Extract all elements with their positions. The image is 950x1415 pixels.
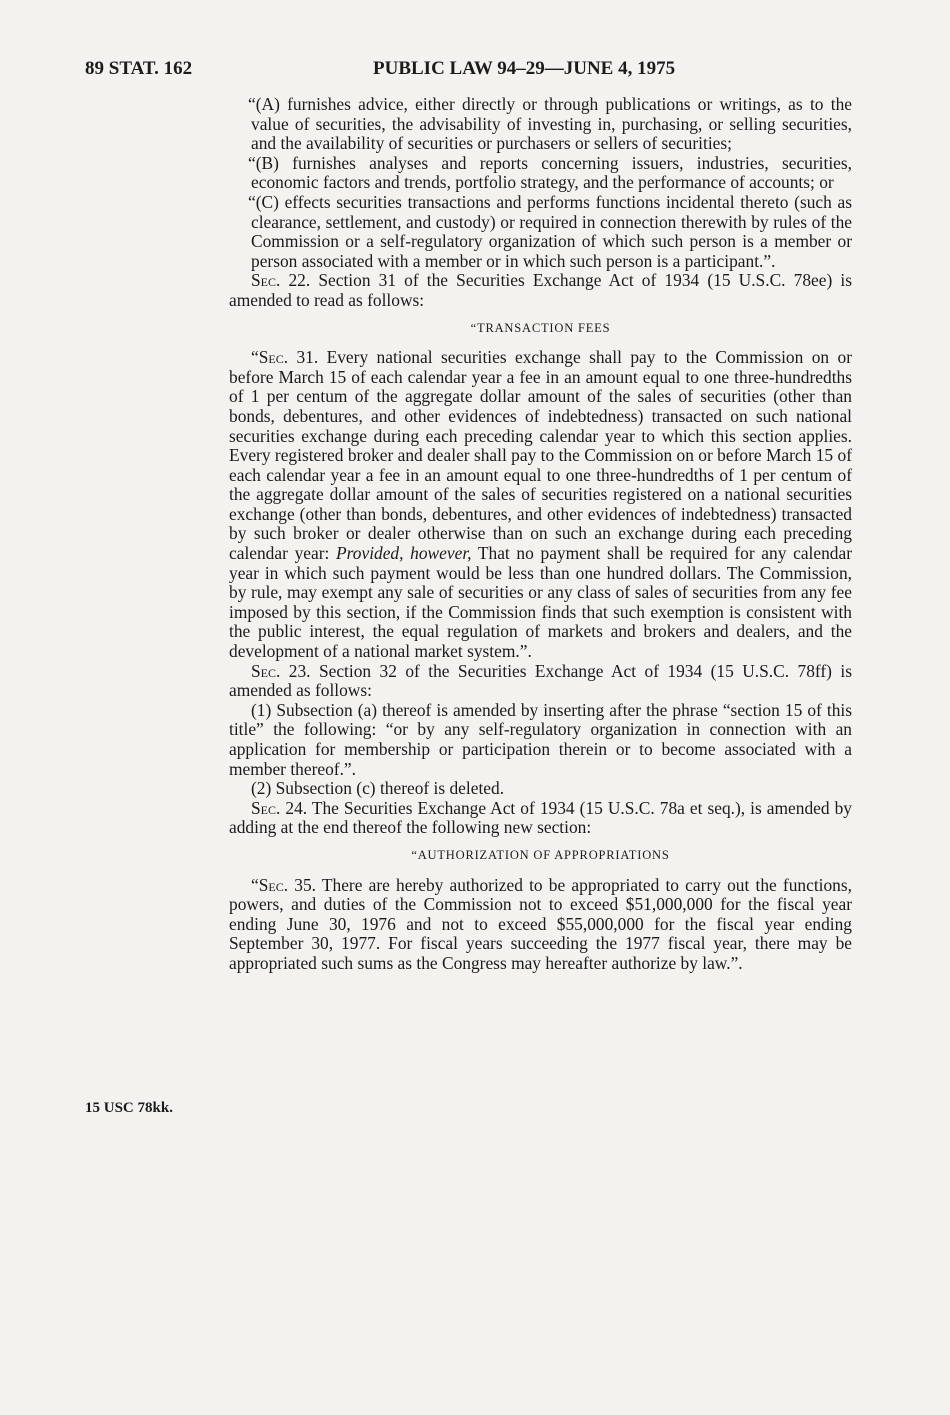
- section-22-text: 22. Section 31 of the Securities Exchange Act of 1934 (15 U.S.C. 78ee) is amended to read as follows:: [229, 270, 852, 310]
- section-label: “Sec.: [251, 874, 289, 895]
- section-24: [229, 799, 852, 838]
- section-24-text: 24. The Securities Exchange Act of 1934 (15 U.S.C. 78a et seq.), is amended by adding at the end thereof the following new section:: [229, 797, 852, 838]
- document-body: [229, 95, 852, 974]
- section-label: Sec.: [251, 797, 281, 818]
- section-23: [229, 662, 852, 701]
- section-35: [229, 876, 852, 974]
- heading-authorization-of-appropriations: “AUTHORIZATION OF APPROPRIATIONS: [411, 847, 670, 862]
- section-23-item-2: (2) Subsection (c) thereof is deleted.: [251, 778, 505, 799]
- statute-page-number: 89 STAT. 162: [85, 58, 193, 79]
- section-31: [229, 348, 852, 662]
- section-31-text-part1: 31. Every national securities exchange shall pay to the Commission on or before March 15 of each calendar year a fee in an amount equal to one three-hundredths of 1 per centum of the aggregate dollar amount of the sales of securities (other than bonds, debentures, and other evidences of indebtedness) transacted on such national securities exchange during each preceding calendar year to which this section applies. Every registered broker and dealer shall pay to the Commission on or before March 15 of each calendar year a fee in an amount equal to one three-hundredths of 1 per centum of the aggregate dollar amount of the sales of securities registered on a national securities exchange (other than bonds, debentures, and other evidences of indebtedness) transacted by such broker or dealer otherwise than on such an exchange during each preceding calendar year:: [229, 347, 852, 564]
- paragraph-c: “(C) effects securities transactions and performs functions incidental thereto (such as clearance, settlement, and custody) or required in connection therewith by rules of the Commission or a self-regulatory organization of which such person is a member or person associated with a member or in which such person is a participant.”.: [248, 191, 852, 271]
- paragraph-b: “(B) furnishes analyses and reports concerning issuers, industries, securities, economic factors and trends, portfolio strategy, and the performance of accounts; or: [248, 152, 852, 193]
- section-label: Sec.: [251, 270, 281, 291]
- section-22: [229, 271, 852, 310]
- page-header-title: PUBLIC LAW 94–29—JUNE 4, 1975: [373, 58, 676, 79]
- section-label: Sec.: [251, 660, 281, 681]
- section-31-text-part2: That no payment shall be required for any calendar year in which such payment would be less than one hundred dollars. The Commission, by rule, may exempt any sale of securities or any class of sales of securities from any fee imposed by this section, if the Commission finds that such exemption is consistent with the public interest, the equal regulation of markets and brokers and dealers, and the development of a national market system.”.: [229, 543, 852, 662]
- section-23-item-1: (1) Subsection (a) thereof is amended by inserting after the phrase “section 15 of this title” the following: “or by any self-regulatory organization in connection with an application for membership or participation therein or to become associated with a member thereof.”.: [229, 699, 852, 779]
- section-31-proviso: Provided, however,: [336, 543, 472, 564]
- section-35-text: 35. There are hereby authorized to be appropriated to carry out the functions, powers, and duties of the Commission not to exceed $51,000,000 for the fiscal year ending June 30, 1976 and not to exceed $55,000,000 for the fiscal year ending September 30, 1977. For fiscal years succeeding the 1977 fiscal year, there may be appropriated such sums as the Congress may hereafter authorize by law.”.: [229, 874, 852, 973]
- heading-transaction-fees: “TRANSACTION FEES: [470, 320, 611, 335]
- section-label: “Sec.: [251, 347, 289, 368]
- margin-note-usc: 15 USC 78kk.: [85, 1100, 173, 1116]
- section-23-text: 23. Section 32 of the Securities Exchange Act of 1934 (15 U.S.C. 78ff) is amended as follows:: [229, 660, 852, 701]
- paragraph-a: “(A) furnishes advice, either directly or through publications or writings, as to the value of securities, the advisability of investing in, purchasing, or selling securities, and the availability of securities or purchasers or sellers of securities;: [248, 94, 852, 154]
